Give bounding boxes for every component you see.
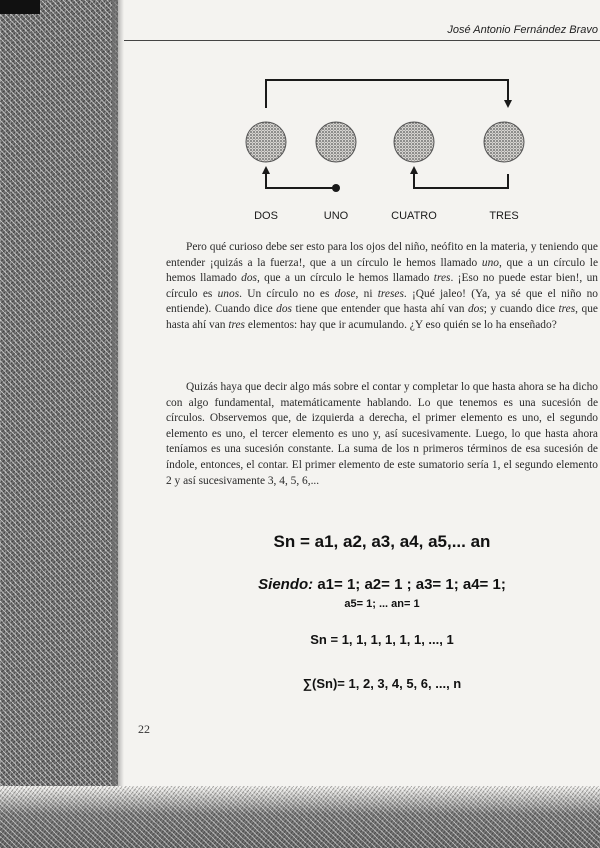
label-cuatro: CUATRO	[391, 210, 437, 222]
circle-tres	[484, 122, 524, 162]
formula-siendo-lead: Siendo:	[258, 576, 314, 593]
scan-left-edge	[0, 0, 118, 848]
formula-siendo-terms: a1= 1; a2= 1 ; a3= 1; a4= 1;	[317, 576, 506, 593]
paragraph-2: Quizás haya que decir algo más sobre el contar y completar lo que hasta ahora se ha dicho con algo fundamental, matemáticamente hablando. Lo que tenemos es una sucesión de círculos. Observemos que, de izquierda a derecha, el primer elemento es uno, el segundo elemento es uno, el tercer elemento es uno y, así sucesivamente. Luego, lo que hasta ahora teníamos es una sucesión constante. La suma de los n primeros términos de esa sucesión de índole, entonces, el contar. El primer elemento de este sumatorio sería 1, el segundo elemento 2 y así sucesivamente 3, 4, 5, 6,...	[166, 381, 598, 487]
label-dos: DOS	[254, 210, 278, 222]
counting-diagram	[124, 62, 600, 232]
circles-diagram-svg	[124, 62, 600, 212]
book-page	[124, 0, 600, 790]
page-number: 22	[138, 722, 150, 736]
label-uno: UNO	[323, 210, 349, 222]
formula-sum: ∑(Sn)= 1, 2, 3, 4, 5, 6, ..., n	[302, 676, 462, 691]
circle-dos	[246, 122, 286, 162]
running-header: José Antonio Fernández Bravo	[447, 24, 598, 36]
circle-cuatro	[394, 122, 434, 162]
formula-constant-sequence: Sn = 1, 1, 1, 1, 1, 1, ..., 1	[310, 632, 454, 647]
scan-top-corner	[0, 0, 40, 14]
header-rule	[124, 40, 600, 41]
paragraph-1: Pero qué curioso debe ser esto para los ojos del niño, neófito en la materia, y teniendo que entender ¡quizás a la fuerza!, que a un círculo le hemos llamado uno, que a un círculo le hemos llamado dos, que a un círculo le hemos llamado tres. ¡Eso no puede estar bien!, un círculo es unos. Un círculo no es dose, ni treses. ¡Qué jaleo! (Ya, ya sé que el niño no entiende). Cuando dice dos tiene que entender que hasta ahí van dos; y cuando dice tres, que hasta ahí van tres elementos: hay que ir acumulando. ¿Y eso quién se lo ha enseñado?	[166, 241, 599, 331]
label-tres: TRES	[489, 210, 519, 222]
formula-siendo-line2: a5= 1; ... an= 1	[344, 598, 420, 610]
formula-sequence: Sn = a1, a2, a3, a4, a5,... an	[273, 532, 491, 551]
scan-bottom-edge	[0, 786, 600, 848]
formula-siendo	[166, 576, 598, 593]
circle-uno	[316, 122, 356, 162]
